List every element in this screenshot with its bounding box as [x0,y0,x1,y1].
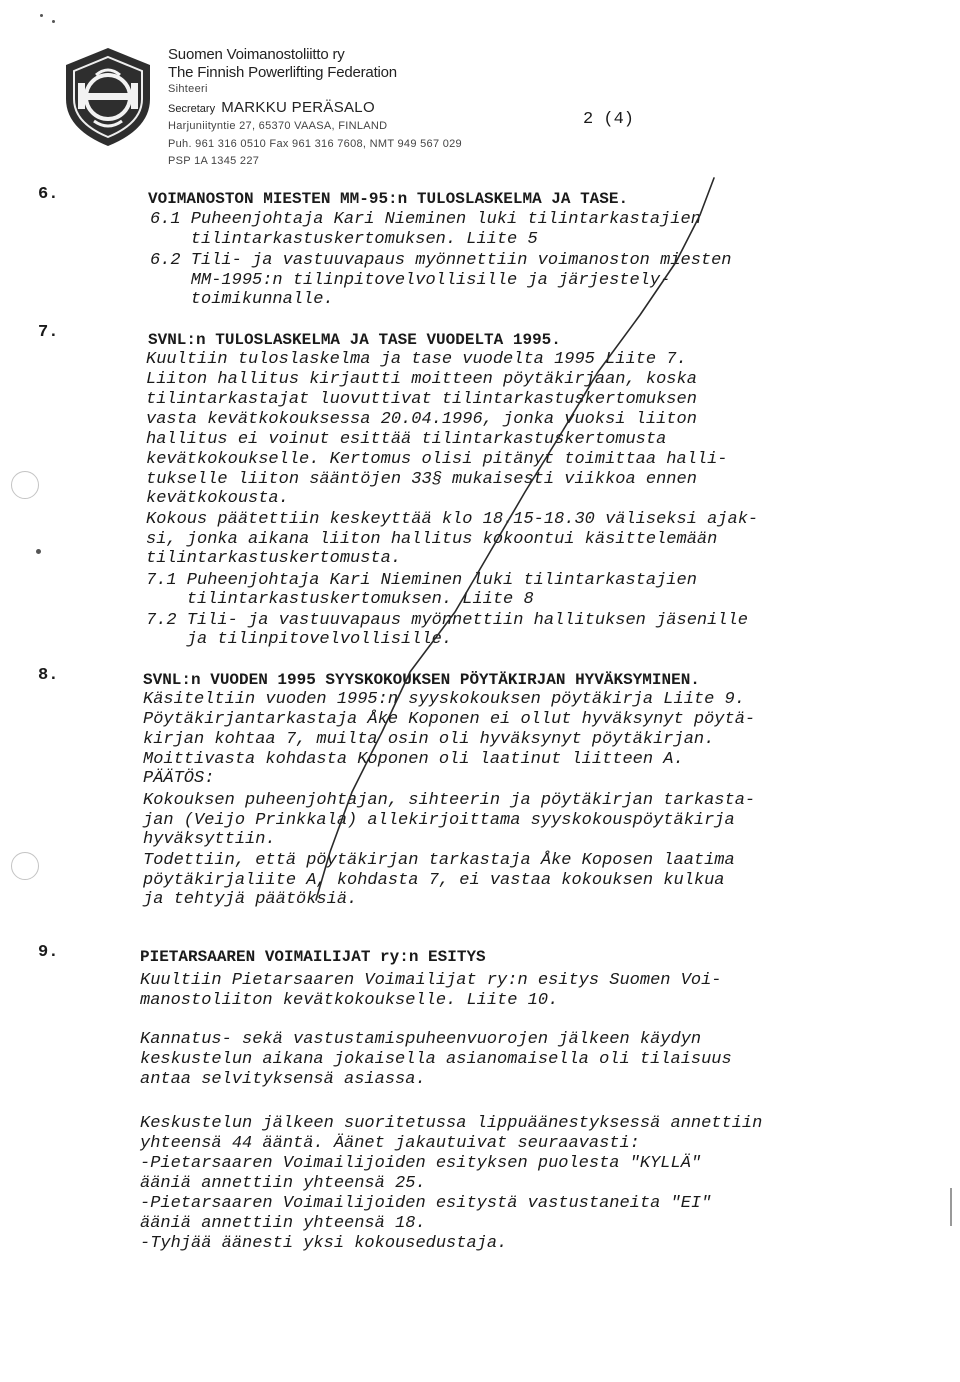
text-line: Kokous päätettiin keskeyttää klo 18.15-18.30 väliseksi ajak- [146,510,759,529]
text-line: toimikunnalle. [150,290,334,309]
text-line: ja tehtyjä päätöksiä. [143,890,358,909]
letterhead-postal: PSP 1A 1345 227 [168,155,260,167]
text-line: antaa selvityksensä asiassa. [140,1070,426,1089]
section-heading: PIETARSAAREN VOIMAILIJAT ry:n ESITYS [140,948,486,966]
section-number: 7. [38,323,59,342]
text-line: kevätkokousta. [146,489,289,508]
text-line: kevätkokoukselle. Kertomus olisi pitänyt toimittaa halli- [146,450,728,469]
secretary-name: MARKKU PERÄSALO [221,98,375,116]
text-line: MM-1995:n tilinpitovelvollisille ja järjestely- [150,271,671,290]
text-line: 6.1 Puheenjohtaja Kari Nieminen luki tilintarkastajien [150,210,701,229]
text-line: yhteensä 44 ääntä. Äänet jakautuivat seuraavasti: [140,1134,640,1153]
section-number: 6. [38,185,59,204]
section-number: 9. [38,943,59,962]
organization-name-english: The Finnish Powerlifting Federation [168,63,397,81]
text-line: Moittivasta kohdasta Koponen oli laatinut liitteen A. [143,750,684,769]
section-number: 8. [38,666,59,685]
text-line: 7.2 Tili- ja vastuuvapaus myönnettiin hallituksen jäsenille [146,611,748,630]
secretary-role: Secretary [168,102,216,115]
scan-speck [36,549,41,554]
section-heading: SVNL:n TULOSLASKELMA JA TASE VUODELTA 1995. [148,331,561,349]
text-line: ja tilinpitovelvollisille. [146,630,453,649]
text-line: ääniä annettiin yhteensä 18. [140,1214,426,1233]
organization-name-finnish: Suomen Voimanostoliitto ry [168,46,345,63]
text-line: jan (Veijo Prinkkala) allekirjoittama syyskokouspöytäkirja [143,811,735,830]
text-line: Kokouksen puheenjohtajan, sihteerin ja pöytäkirjan tarkasta- [143,791,756,810]
text-line: hyväksyttiin. [143,830,276,849]
text-line: Kuultiin Pietarsaaren Voimailijat ry:n esitys Suomen Voi- [140,971,722,990]
text-line: 7.1 Puheenjohtaja Kari Nieminen luki tilintarkastajien [146,571,697,590]
text-line: manostoliiton kevätkokoukselle. Liite 10. [140,991,559,1010]
text-line: Kannatus- sekä vastustamispuheenvuorojen jälkeen käydyn [140,1030,702,1049]
text-line: Liiton hallitus kirjautti moitteen pöytäkirjaan, koska [146,370,697,389]
text-line: Käsiteltiin vuoden 1995:n syyskokouksen pöytäkirja Liite 9. [143,690,745,709]
punch-hole [11,471,39,499]
federation-logo-emblem [56,45,160,149]
letterhead-address: Harjuniityntie 27, 65370 VAASA, FINLAND [168,120,388,132]
scan-speck [52,20,55,23]
text-line: vasta kevätkokouksessa 20.04.1996, jonka vuoksi liiton [146,410,697,429]
text-line: -Pietarsaaren Voimailijoiden esitystä vastustaneita "EI" [140,1194,712,1213]
text-line: tukselle liiton sääntöjen 33§ mukaisesti viikkoa ennen [146,470,697,489]
text-line: si, jonka aikana liiton hallitus kokoontui käsittelemään [146,530,718,549]
text-line: tilintarkastuskertomuksen. Liite 8 [146,590,534,609]
text-line: tilintarkastuskertomuksen. Liite 5 [150,230,538,249]
text-line: -Pietarsaaren Voimailijoiden esityksen puolesta "KYLLÄ" [140,1154,702,1173]
letterhead-role-line: Sihteeri [168,83,208,95]
text-line: -Tyhjää äänesti yksi kokousedustaja. [140,1234,508,1253]
letterhead [168,46,568,171]
text-line: tilintarkastuskertomusta. [146,549,402,568]
text-line: tilintarkastajat luovuttivat tilintarkastuskertomuksen [146,390,697,409]
scan-edge-mark [950,1188,952,1226]
text-line: Pöytäkirjantarkastaja Åke Koponen ei ollut hyväksynyt pöytä- [143,710,756,729]
text-line: ääniä annettiin yhteensä 25. [140,1174,426,1193]
text-line: kirjan kohtaa 7, muilta osin oli hyväksynyt pöytäkirjan. [143,730,715,749]
punch-hole [11,852,39,880]
page-number: 2 (4) [583,110,635,129]
text-line: PÄÄTÖS: [143,769,215,788]
scan-speck [40,14,43,17]
text-line: Keskustelun jälkeen suoritetussa lippuäänestyksessä annettiin [140,1114,763,1133]
text-line: keskustelun aikana jokaisella asianomaisella oli tilaisuus [140,1050,732,1069]
section-heading: VOIMANOSTON MIESTEN MM-95:n TULOSLASKELMA JA TASE. [148,190,629,208]
text-line: Todettiin, että pöytäkirjan tarkastaja Åke Koposen laatima [143,851,735,870]
text-line: hallitus ei voinut esittää tilintarkastuskertomusta [146,430,667,449]
text-line: 6.2 Tili- ja vastuuvapaus myönnettiin voimanoston miesten [150,251,732,270]
section-heading: SVNL:n VUODEN 1995 SYYSKOKOUKSEN PÖYTÄKIRJAN HYVÄKSYMINEN. [143,671,700,689]
text-line: pöytäkirjaliite A, kohdasta 7, ei vastaa kokouksen kulkua [143,871,725,890]
text-line: Kuultiin tuloslaskelma ja tase vuodelta 1995 Liite 7. [146,350,687,369]
letterhead-phone: Puh. 961 316 0510 Fax 961 316 7608, NMT 949 567 029 [168,137,462,150]
secretary-line [168,99,568,119]
